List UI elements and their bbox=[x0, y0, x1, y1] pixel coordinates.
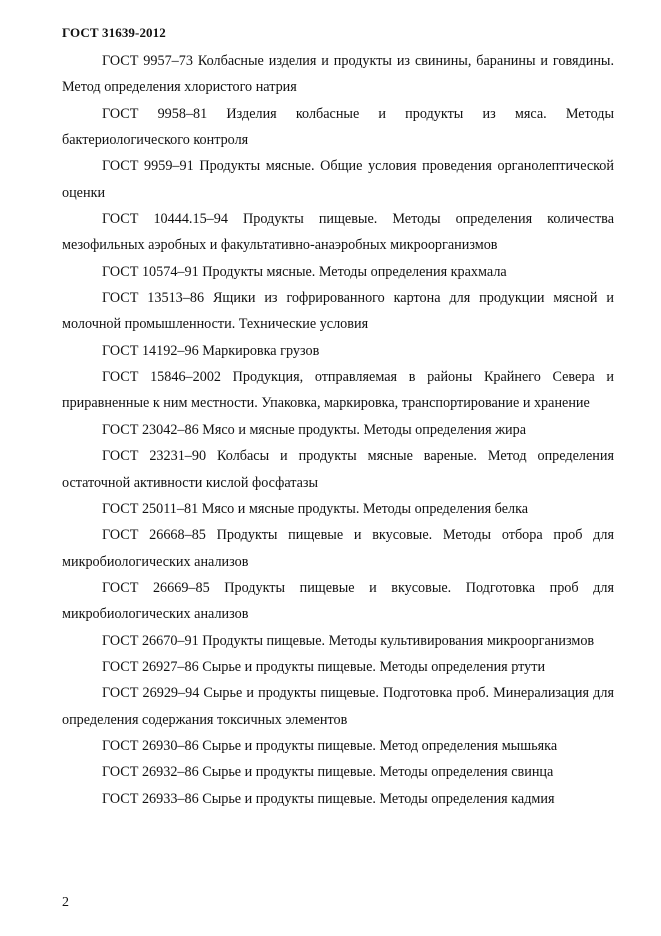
reference-item: ГОСТ 9958–81 Изделия колбасные и продукты из мяса. Методы бактериологического контроля bbox=[62, 105, 614, 149]
reference-item: ГОСТ 10444.15–94 Продукты пищевые. Методы определения количества мезофильных аэробных и факультативно-анаэробных микроорганизмов bbox=[62, 211, 614, 254]
reference-item: ГОСТ 14192–96 Маркировка грузов bbox=[102, 342, 320, 359]
reference-item: ГОСТ 23231–90 Колбасы и продукты мясные вареные. Метод определения остаточной активности кислой фосфатазы bbox=[62, 448, 614, 491]
reference-item: ГОСТ 26669–85 Продукты пищевые и вкусовые. Подготовка проб для микробиологических анализов bbox=[62, 579, 614, 623]
reference-item: ГОСТ 25011–81 Мясо и мясные продукты. Методы определения белка bbox=[102, 500, 529, 517]
reference-item: ГОСТ 15846–2002 Продукция, отправляемая в районы Крайнего Севера и приравненные к ним местности. Упаковка, маркировка, транспортирование и хранение bbox=[62, 369, 614, 412]
reference-item: ГОСТ 9959–91 Продукты мясные. Общие условия проведения органолептической оценки bbox=[62, 158, 614, 201]
normative-references-list bbox=[62, 48, 614, 812]
reference-item: ГОСТ 9957–73 Колбасные изделия и продукты из свинины, баранины и говядины. Метод определения хлористого натрия bbox=[62, 53, 614, 96]
reference-item: ГОСТ 26929–94 Сырье и продукты пищевые. Подготовка проб. Минерализация для определения содержания токсичных элементов bbox=[62, 685, 614, 728]
reference-item: ГОСТ 26668–85 Продукты пищевые и вкусовые. Методы отбора проб для микробиологических анализов bbox=[62, 527, 614, 570]
reference-item: ГОСТ 26670–91 Продукты пищевые. Методы культивирования микроорганизмов bbox=[102, 632, 595, 649]
reference-item: ГОСТ 26930–86 Сырье и продукты пищевые. Метод определения мышьяка bbox=[102, 737, 558, 754]
reference-item: ГОСТ 26933–86 Сырье и продукты пищевые. Методы определения кадмия bbox=[102, 790, 555, 807]
reference-item: ГОСТ 26927–86 Сырье и продукты пищевые. Методы определения ртути bbox=[102, 658, 546, 675]
reference-item: ГОСТ 13513–86 Ящики из гофрированного картона для продукции мясной и молочной промышленности. Технические условия bbox=[62, 290, 614, 333]
standard-code-header: ГОСТ 31639-2012 bbox=[62, 25, 166, 40]
reference-item: ГОСТ 10574–91 Продукты мясные. Методы определения крахмала bbox=[102, 263, 507, 280]
page-number: 2 bbox=[62, 895, 69, 910]
reference-item: ГОСТ 26932–86 Сырье и продукты пищевые. Методы определения свинца bbox=[102, 764, 554, 781]
reference-item: ГОСТ 23042–86 Мясо и мясные продукты. Методы определения жира bbox=[102, 421, 526, 438]
